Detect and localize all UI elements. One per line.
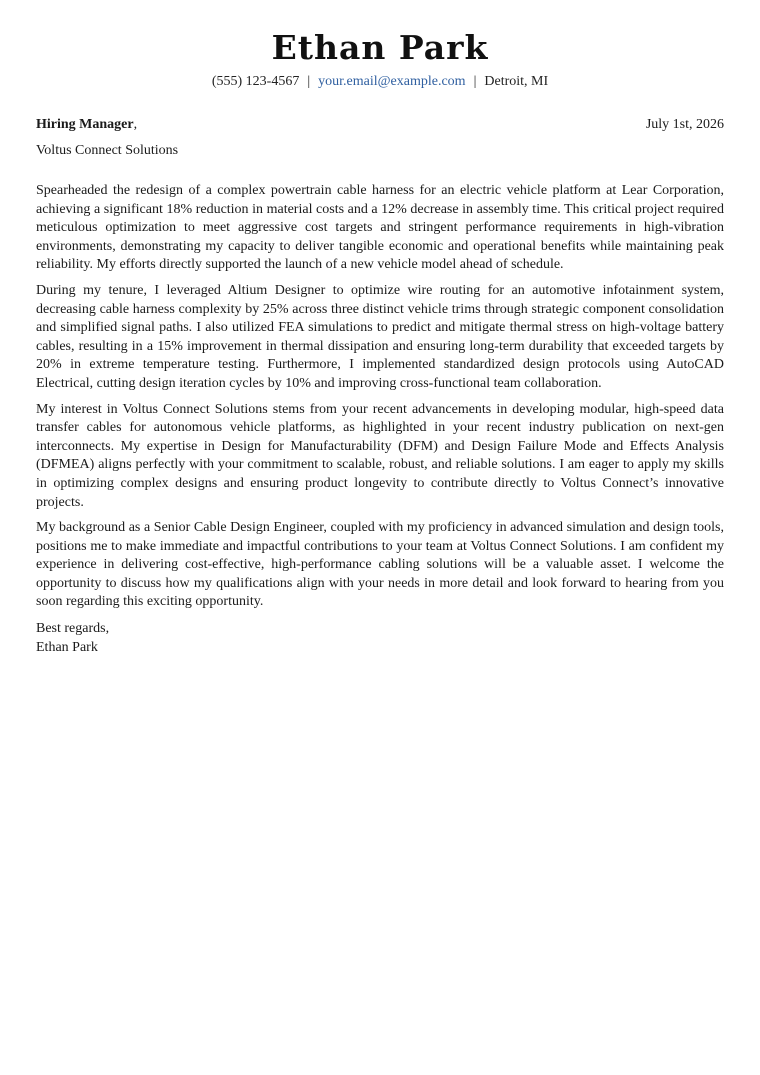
cover-letter-page	[36, 28, 724, 657]
body-paragraph: Spearheaded the redesign of a complex powertrain cable harness for an electric vehicle platform at Lear Corporation, achieving a significant 18% reduction in material costs and a 12% decrease in assembly time. This critical project required meticulous optimization to meet aggressive cost targets and stringent performance requirements in high-vibration environments, demonstrating my capacity to deliver tangible economic and operational benefits while maintaining peak reliability. My efforts directly supported the launch of a new vehicle model ahead of schedule.	[36, 183, 724, 273]
contact-separator: |	[307, 74, 311, 89]
letter-date: July 1st, 2026	[645, 117, 724, 132]
recipient-date-row	[36, 116, 724, 134]
contact-line	[36, 73, 724, 91]
body-paragraph: My interest in Voltus Connect Solutions stems from your recent advancements in developing modular, high-speed data transfer cables for autonomous vehicle platforms, as highlighted in your recent industry publication on next-gen interconnects. My expertise in Design for Manufacturability (DFM) and Design Failure Mode and Effects Analysis (DFMEA) aligns perfectly with your commitment to scalable, robust, and reliable solutions. I am eager to apply my skills in optimizing complex designs and ensuring product longevity to contribute directly to Voltus Connect’s innovative projects.	[36, 401, 724, 510]
recipient-title: Hiring Manager	[36, 117, 134, 132]
applicant-name: Ethan Park	[271, 28, 489, 67]
body-paragraph: My background as a Senior Cable Design Engineer, coupled with my proficiency in advanced simulation and design tools, positions me to make immediate and impactful contributions to your team at Voltus Connect Solutions. I am confident my experience in delivering cost-effective, high-performance cabling solutions will be a valuable asset. I welcome the opportunity to discuss how my qualifications align with your needs in more detail and look forward to hearing from you soon regarding this exciting opportunity.	[36, 520, 724, 610]
salutation-block	[36, 116, 137, 134]
valediction: Best regards,	[36, 621, 110, 637]
location: Detroit, MI	[484, 74, 549, 89]
letter-body	[36, 182, 724, 612]
email-link[interactable]: your.email@example.com	[318, 74, 466, 89]
body-paragraph: During my tenure, I leveraged Altium Designer to optimize wire routing for an automotive infotainment system, decreasing cable harness complexity by 25% across three distinct vehicle trims through strategic component consolidation and simplified signal paths. I also utilized FEA simulations to predict and mitigate thermal stress on high-voltage battery cables, resulting in a 15% improvement in thermal dissipation and ensuring long-term durability that exceeded targets by 20% in extreme temperature testing. Furthermore, I implemented standardized design protocols using AutoCAD Electrical, cutting design iteration cycles by 10% and improving cross-functional team collaboration.	[36, 282, 724, 391]
signature-name: Ethan Park	[36, 640, 98, 656]
salutation-comma: ,	[133, 117, 138, 132]
phone-number: (555) 123-4567	[211, 74, 300, 89]
contact-separator: |	[473, 74, 477, 89]
closing-block	[36, 619, 724, 657]
recipient-company: Voltus Connect Solutions	[36, 143, 179, 158]
